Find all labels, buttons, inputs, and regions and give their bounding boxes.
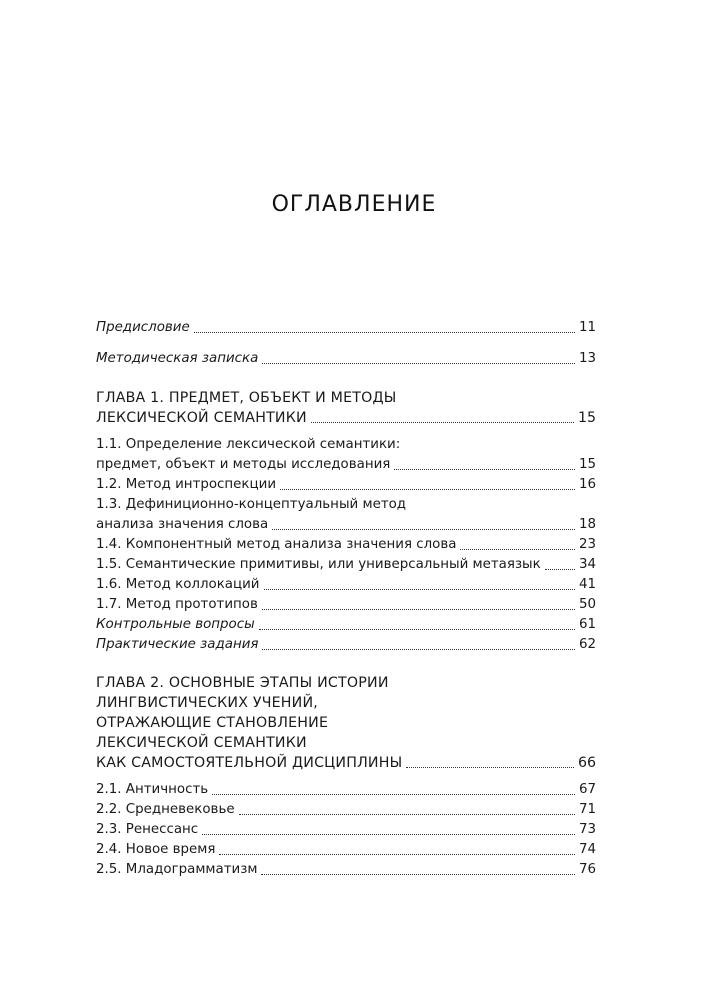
dot-leader	[406, 767, 574, 768]
table-of-contents	[96, 312, 596, 880]
toc-section-2-4[interactable]	[96, 840, 596, 860]
toc-page-number: 62	[578, 637, 596, 652]
toc-entry-method-note[interactable]	[96, 349, 596, 369]
toc-entry-label: 1.4. Компонентный метод анализа значения слова	[96, 537, 457, 552]
dot-leader	[259, 629, 575, 630]
chapter-2-title-line-2[interactable]: ЛИНГВИСТИЧЕСКИХ УЧЕНИЙ,	[96, 695, 318, 711]
toc-page-number: 16	[578, 477, 596, 492]
toc-section-2-2[interactable]	[96, 800, 596, 820]
toc-section-2-3[interactable]	[96, 820, 596, 840]
dot-leader	[239, 814, 575, 815]
toc-entry-chapter-2[interactable]	[96, 753, 596, 773]
dot-leader	[280, 489, 575, 490]
dot-leader	[194, 332, 575, 333]
toc-entry-label: 1.5. Семантические примитивы, или универсальный метаязык	[96, 557, 541, 572]
toc-section-1-5[interactable]	[96, 555, 596, 575]
toc-entry-preface[interactable]	[96, 318, 596, 338]
dot-leader	[272, 529, 575, 530]
chapter-2-title[interactable]: ГЛАВА 2. ОСНОВНЫЕ ЭТАПЫ ИСТОРИИ	[96, 675, 389, 691]
dot-leader	[545, 569, 575, 570]
chapter-1-title-continued: ЛЕКСИЧЕСКОЙ СЕМАНТИКИ	[96, 410, 307, 426]
toc-page-number: 61	[578, 617, 596, 632]
toc-page-number: 74	[578, 842, 596, 857]
dot-leader	[212, 794, 575, 795]
dot-leader	[262, 649, 574, 650]
toc-page-number: 73	[578, 822, 596, 837]
dot-leader	[262, 609, 575, 610]
toc-entry-label: 2.1. Античность	[96, 782, 209, 797]
dot-leader	[219, 854, 575, 855]
toc-entry-label: анализа значения слова	[96, 517, 269, 532]
toc-entry-control-questions[interactable]	[96, 615, 596, 635]
toc-page-number: 50	[578, 597, 596, 612]
toc-entry-label: 1.6. Метод коллокаций	[96, 577, 260, 592]
toc-entry-practical-tasks[interactable]	[96, 635, 596, 655]
chapter-2-title-line-5: КАК САМОСТОЯТЕЛЬНОЙ ДИСЦИПЛИНЫ	[96, 755, 403, 771]
toc-section-1-7[interactable]	[96, 595, 596, 615]
dot-leader	[311, 422, 574, 423]
page-title: ОГЛАВЛЕНИЕ	[271, 192, 437, 217]
toc-entry-label: Практические задания	[96, 637, 259, 652]
chapter-2-title-line-4[interactable]: ЛЕКСИЧЕСКОЙ СЕМАНТИКИ	[96, 735, 307, 751]
toc-page-number: 15	[577, 410, 596, 426]
toc-entry-label: 2.2. Средневековье	[96, 802, 235, 817]
toc-entry-chapter-1[interactable]	[96, 408, 596, 428]
toc-page-number: 15	[578, 457, 596, 472]
toc-entry-label: 1.7. Метод прототипов	[96, 597, 258, 612]
toc-entry-label: Предисловие	[96, 320, 190, 335]
toc-section-1-3-first-line[interactable]: 1.3. Дефиниционно-концептуальный метод	[96, 497, 407, 512]
dot-leader	[202, 834, 575, 835]
toc-entry-label: предмет, объект и методы исследования	[96, 457, 391, 472]
toc-entry-label: 2.3. Ренессанс	[96, 822, 199, 837]
toc-page-number: 67	[578, 782, 596, 797]
toc-entry-label: 2.4. Новое время	[96, 842, 216, 857]
toc-section-1-1[interactable]	[96, 455, 596, 475]
toc-page-number: 66	[577, 755, 596, 771]
toc-page-number: 76	[578, 862, 596, 877]
toc-section-1-1-first-line[interactable]: 1.1. Определение лексической семантики:	[96, 437, 401, 452]
toc-page-number: 71	[578, 802, 596, 817]
dot-leader	[460, 549, 574, 550]
toc-page-number: 11	[578, 320, 596, 335]
toc-section-1-4[interactable]	[96, 535, 596, 555]
dot-leader	[394, 469, 575, 470]
toc-page-number: 41	[578, 577, 596, 592]
chapter-1-title[interactable]: ГЛАВА 1. ПРЕДМЕТ, ОБЪЕКТ И МЕТОДЫ	[96, 390, 397, 406]
dot-leader	[262, 363, 575, 364]
toc-page-number: 23	[578, 537, 596, 552]
toc-section-2-1[interactable]	[96, 780, 596, 800]
toc-page-number: 34	[578, 557, 596, 572]
dot-leader	[261, 874, 575, 875]
toc-section-2-5[interactable]	[96, 860, 596, 880]
toc-entry-label: Контрольные вопросы	[96, 617, 255, 632]
toc-page-number: 18	[578, 517, 596, 532]
chapter-2-title-line-3[interactable]: ОТРАЖАЮЩИЕ СТАНОВЛЕНИЕ	[96, 715, 329, 731]
toc-section-1-3[interactable]	[96, 515, 596, 535]
toc-entry-label: Методическая записка	[96, 351, 259, 366]
toc-entry-label: 2.5. Младограмматизм	[96, 862, 258, 877]
dot-leader	[264, 589, 575, 590]
toc-section-1-2[interactable]	[96, 475, 596, 495]
toc-section-1-6[interactable]	[96, 575, 596, 595]
toc-page-number: 13	[578, 351, 596, 366]
toc-entry-label: 1.2. Метод интроспекции	[96, 477, 277, 492]
